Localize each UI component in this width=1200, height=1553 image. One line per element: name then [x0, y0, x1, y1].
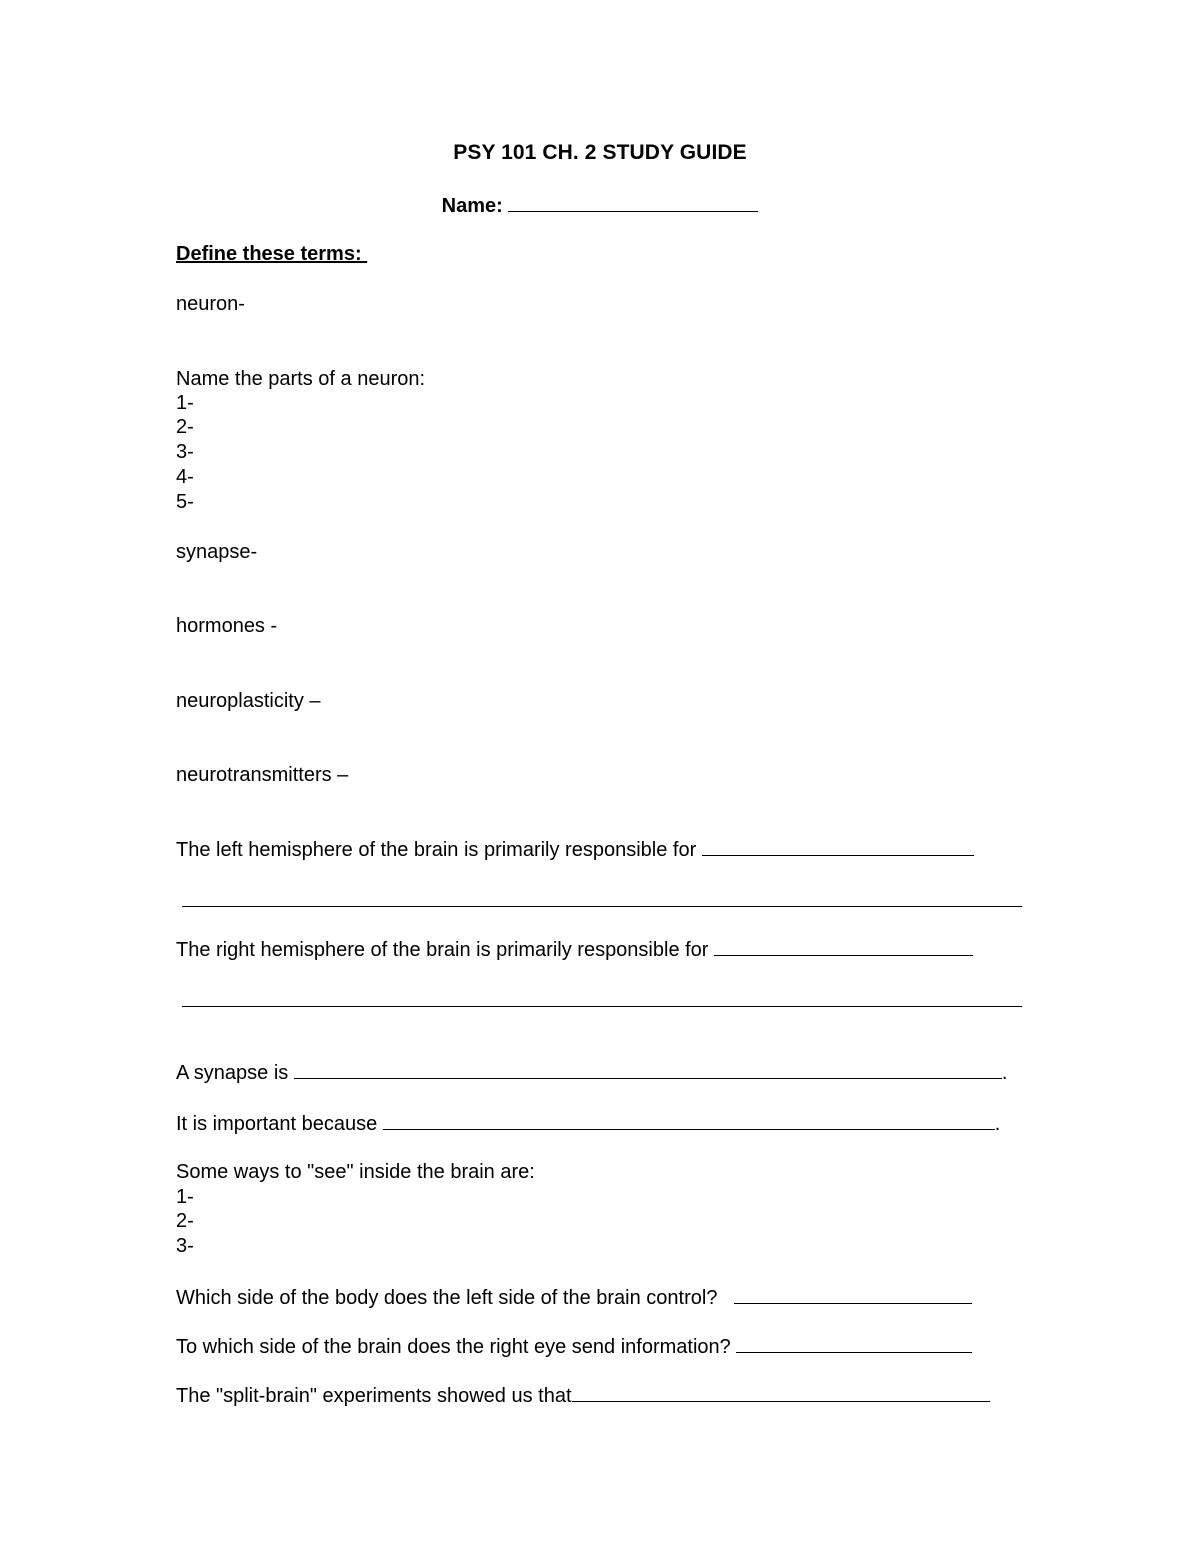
page-title: PSY 101 CH. 2 STUDY GUIDE — [453, 141, 747, 164]
left-hemisphere-blank[interactable] — [702, 837, 974, 856]
synapse-is-blank[interactable] — [294, 1060, 1002, 1079]
term-hormones: hormones - — [176, 615, 278, 637]
see-inside-item-2: 2- — [176, 1210, 194, 1232]
right-hemisphere-question — [176, 937, 973, 962]
define-terms-heading: Define these terms: — [176, 243, 368, 265]
neuron-part-4: 4- — [176, 466, 194, 488]
name-row — [0, 193, 1200, 218]
left-hemisphere-question — [176, 837, 974, 862]
left-brain-control-label: Which side of the body does the left side of the brain control? — [176, 1287, 735, 1309]
synapse-is-label: A synapse is — [176, 1062, 294, 1084]
left-brain-control-blank[interactable] — [734, 1285, 972, 1304]
see-inside-item-3: 3- — [176, 1235, 194, 1257]
term-neurotransmitters: neurotransmitters – — [176, 764, 349, 786]
right-eye-question — [176, 1334, 972, 1359]
neuron-part-1: 1- — [176, 392, 194, 414]
right-hemisphere-blank-line-2[interactable] — [182, 1006, 1022, 1007]
split-brain-label: The "split-brain" experiments showed us that — [176, 1385, 572, 1407]
right-eye-label: To which side of the brain does the right eye send information? — [176, 1336, 737, 1358]
left-hemisphere-label: The left hemisphere of the brain is primarily responsible for — [176, 839, 702, 861]
neuron-part-3: 3- — [176, 441, 194, 463]
neuron-part-2: 2- — [176, 416, 194, 438]
important-because-period: . — [994, 1113, 1001, 1135]
synapse-is-question — [176, 1060, 1007, 1085]
important-because-question — [176, 1111, 1000, 1136]
see-inside-item-1: 1- — [176, 1186, 194, 1208]
split-brain-question — [176, 1383, 990, 1408]
important-because-label: It is important because — [176, 1113, 383, 1135]
name-blank[interactable] — [508, 193, 758, 212]
left-hemisphere-blank-line-2[interactable] — [182, 906, 1022, 907]
term-neuroplasticity: neuroplasticity – — [176, 690, 321, 712]
right-hemisphere-blank[interactable] — [714, 937, 973, 956]
right-hemisphere-label: The right hemisphere of the brain is primarily responsible for — [176, 939, 715, 961]
important-because-blank[interactable] — [383, 1111, 995, 1130]
term-synapse: synapse- — [176, 541, 258, 563]
see-inside-brain-prompt: Some ways to "see" inside the brain are: — [176, 1161, 535, 1183]
neuron-part-5: 5- — [176, 491, 194, 513]
left-brain-control-question — [176, 1285, 972, 1310]
term-neuron: neuron- — [176, 293, 245, 315]
right-eye-blank[interactable] — [736, 1334, 972, 1353]
split-brain-blank[interactable] — [572, 1383, 990, 1402]
synapse-is-period: . — [1001, 1062, 1008, 1084]
neuron-parts-prompt: Name the parts of a neuron: — [176, 368, 426, 390]
name-label: Name: — [441, 195, 509, 217]
